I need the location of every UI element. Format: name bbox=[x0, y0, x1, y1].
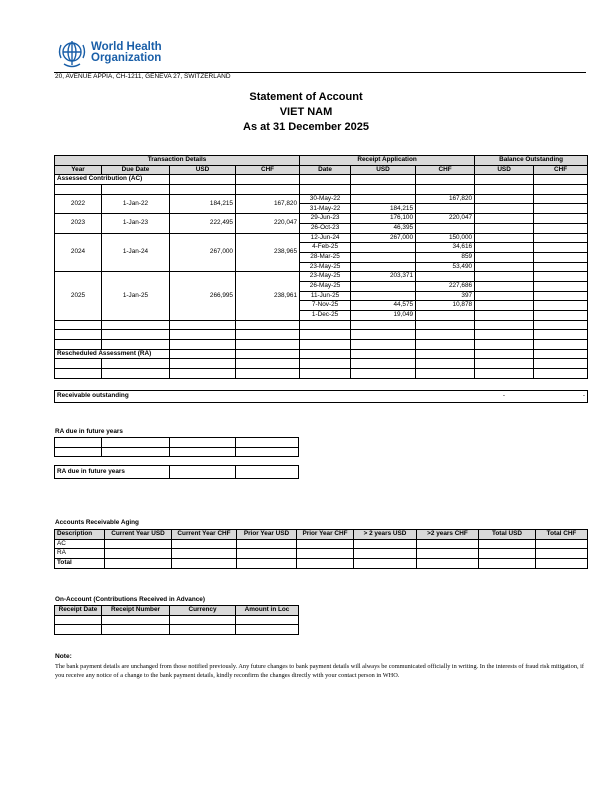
year-cell: 2025 bbox=[55, 272, 102, 320]
aging-column-header: Current Year USD bbox=[105, 530, 172, 540]
note-text: The bank payment details are unchanged from those notified previously. Any future changes to bank payment details will always be communicated officially in writing. In the interests of fraud risk mitigation, if you receive any notice of a change to the bank payment details, kindly reconfirm the changes directly with your contact person in WHO. bbox=[55, 662, 584, 679]
receipt-chf-cell bbox=[416, 204, 475, 214]
group-header: Receipt Application bbox=[300, 156, 475, 166]
balance-chf-cell bbox=[534, 311, 588, 321]
statement-title: Statement of Account bbox=[249, 91, 363, 103]
receipt-date-cell: 4-Feb-25 bbox=[300, 243, 351, 253]
empty-row bbox=[55, 320, 588, 330]
column-header: USD bbox=[351, 165, 416, 175]
receipt-date-cell: 30-May-22 bbox=[300, 194, 351, 204]
on-account-table bbox=[54, 605, 299, 635]
balance-usd-cell bbox=[475, 311, 534, 321]
balance-chf-cell bbox=[534, 272, 588, 282]
column-header: CHF bbox=[236, 165, 300, 175]
section-row bbox=[55, 349, 588, 359]
receivable-usd: - bbox=[475, 391, 534, 403]
assessed-usd-cell: 222,495 bbox=[170, 214, 236, 233]
column-header: USD bbox=[170, 165, 236, 175]
empty-row bbox=[55, 185, 588, 195]
due-date-cell: 1-Jan-23 bbox=[102, 214, 170, 233]
note bbox=[55, 652, 587, 681]
balance-usd-cell bbox=[475, 272, 534, 282]
aging-column-header: Total CHF bbox=[536, 530, 588, 540]
ra-future-total bbox=[54, 465, 299, 479]
section-ac-label: Assessed Contribution (AC) bbox=[55, 175, 170, 185]
receipt-usd-cell bbox=[351, 194, 416, 204]
balance-chf-cell bbox=[534, 281, 588, 291]
aging-row-label: RA bbox=[55, 549, 105, 559]
receipt-date-cell: 7-Nov-25 bbox=[300, 301, 351, 311]
org-address: 20, AVENUE APPIA, CH-1211, GENEVA 27, SWITZERLAND bbox=[55, 73, 231, 80]
country-name: VIET NAM bbox=[279, 106, 333, 118]
section-ra-label: Rescheduled Assessment (RA) bbox=[55, 349, 170, 359]
aging-row bbox=[55, 559, 588, 569]
receipt-usd-cell: 203,371 bbox=[351, 272, 416, 282]
on-account-column-header: Receipt Number bbox=[102, 606, 170, 616]
receipt-chf-cell: 150,000 bbox=[416, 233, 475, 243]
receipt-date-cell: 12-Jun-24 bbox=[300, 233, 351, 243]
balance-usd-cell bbox=[475, 214, 534, 224]
receivable-label: Receivable outstanding bbox=[55, 391, 475, 403]
balance-chf-cell bbox=[534, 223, 588, 233]
receipt-usd-cell: 19,049 bbox=[351, 311, 416, 321]
on-account-column-header: Currency bbox=[170, 606, 236, 616]
receipt-usd-cell bbox=[351, 252, 416, 262]
aging-column-header: >2 years CHF bbox=[417, 530, 479, 540]
aging-column-header: Prior Year USD bbox=[237, 530, 297, 540]
balance-usd-cell bbox=[475, 281, 534, 291]
assessed-chf-cell: 167,820 bbox=[236, 194, 300, 213]
receipt-date-cell: 29-Jun-23 bbox=[300, 214, 351, 224]
balance-usd-cell bbox=[475, 194, 534, 204]
receipt-date-cell: 23-May-25 bbox=[300, 272, 351, 282]
receipt-date-cell: 26-Oct-23 bbox=[300, 223, 351, 233]
receipt-usd-cell bbox=[351, 281, 416, 291]
receipt-date-cell: 23-May-25 bbox=[300, 262, 351, 272]
receipt-date-cell: 28-Mar-25 bbox=[300, 252, 351, 262]
due-date-cell: 1-Jan-22 bbox=[102, 194, 170, 213]
receipt-usd-cell: 176,100 bbox=[351, 214, 416, 224]
aging-row bbox=[55, 539, 588, 549]
receivable-outstanding-row bbox=[54, 390, 588, 403]
ra-future-big-label: RA due in future years bbox=[55, 466, 170, 479]
receipt-usd-cell bbox=[351, 291, 416, 301]
balance-usd-cell bbox=[475, 262, 534, 272]
statement-date: As at 31 December 2025 bbox=[243, 121, 369, 133]
on-account-column-header: Amount in Loc bbox=[236, 606, 299, 616]
balance-usd-cell bbox=[475, 243, 534, 253]
receipt-date-cell: 26-May-25 bbox=[300, 281, 351, 291]
assessed-chf-cell: 220,047 bbox=[236, 214, 300, 233]
column-header: CHF bbox=[534, 165, 588, 175]
group-header: Balance Outstanding bbox=[475, 156, 588, 166]
assessed-usd-cell: 266,995 bbox=[170, 272, 236, 320]
balance-chf-cell bbox=[534, 194, 588, 204]
on-account-column-header: Receipt Date bbox=[55, 606, 102, 616]
receipt-chf-cell: 10,878 bbox=[416, 301, 475, 311]
aging-column-header: Prior Year CHF bbox=[297, 530, 354, 540]
balance-chf-cell bbox=[534, 252, 588, 262]
column-header: Date bbox=[300, 165, 351, 175]
year-cell: 2024 bbox=[55, 233, 102, 272]
balance-usd-cell bbox=[475, 291, 534, 301]
org-name: World Health Organization bbox=[91, 41, 162, 64]
empty-row bbox=[55, 369, 588, 379]
balance-usd-cell bbox=[475, 233, 534, 243]
balance-chf-cell bbox=[534, 243, 588, 253]
table-row bbox=[55, 194, 588, 204]
on-account-title: On-Account (Contributions Received in Advance) bbox=[55, 596, 205, 603]
balance-chf-cell bbox=[534, 214, 588, 224]
balance-usd-cell bbox=[475, 252, 534, 262]
receipt-chf-cell: 167,820 bbox=[416, 194, 475, 204]
receipt-chf-cell: 227,686 bbox=[416, 281, 475, 291]
ra-future-table bbox=[54, 437, 299, 457]
receipt-chf-cell bbox=[416, 272, 475, 282]
receipt-chf-cell bbox=[416, 311, 475, 321]
receipt-usd-cell: 267,000 bbox=[351, 233, 416, 243]
group-header: Transaction Details bbox=[55, 156, 300, 166]
balance-chf-cell bbox=[534, 262, 588, 272]
aging-title: Accounts Receivable Aging bbox=[55, 519, 139, 526]
empty-row bbox=[55, 359, 588, 369]
assessed-chf-cell: 238,961 bbox=[236, 272, 300, 320]
assessed-usd-cell: 267,000 bbox=[170, 233, 236, 272]
receipt-chf-cell: 53,490 bbox=[416, 262, 475, 272]
aging-row bbox=[55, 549, 588, 559]
balance-chf-cell bbox=[534, 233, 588, 243]
empty-row bbox=[55, 330, 588, 340]
table-row bbox=[55, 233, 588, 243]
who-logo bbox=[55, 38, 89, 70]
receipt-usd-cell bbox=[351, 243, 416, 253]
aging-row-label: AC bbox=[55, 539, 105, 549]
receivable-chf: - bbox=[534, 391, 588, 403]
column-header: Due Date bbox=[102, 165, 170, 175]
due-date-cell: 1-Jan-24 bbox=[102, 233, 170, 272]
table-row bbox=[55, 272, 588, 282]
aging-column-header: Description bbox=[55, 530, 105, 540]
aging-row-label: Total bbox=[55, 559, 105, 569]
statement-table bbox=[54, 155, 588, 379]
aging-column-header: Total USD bbox=[479, 530, 536, 540]
balance-chf-cell bbox=[534, 291, 588, 301]
year-cell: 2022 bbox=[55, 194, 102, 213]
receipt-usd-cell: 184,215 bbox=[351, 204, 416, 214]
section-row bbox=[55, 175, 588, 185]
note-title: Note: bbox=[55, 653, 72, 660]
receipt-date-cell: 31-May-22 bbox=[300, 204, 351, 214]
receipt-date-cell: 11-Jun-25 bbox=[300, 291, 351, 301]
receipt-chf-cell: 220,047 bbox=[416, 214, 475, 224]
aging-column-header: > 2 years USD bbox=[354, 530, 417, 540]
receipt-chf-cell: 397 bbox=[416, 291, 475, 301]
assessed-usd-cell: 184,215 bbox=[170, 194, 236, 213]
balance-usd-cell bbox=[475, 204, 534, 214]
aging-column-header: Current Year CHF bbox=[172, 530, 237, 540]
due-date-cell: 1-Jan-25 bbox=[102, 272, 170, 320]
balance-chf-cell bbox=[534, 301, 588, 311]
assessed-chf-cell: 238,965 bbox=[236, 233, 300, 272]
column-header: CHF bbox=[416, 165, 475, 175]
balance-usd-cell bbox=[475, 223, 534, 233]
column-header: USD bbox=[475, 165, 534, 175]
column-header: Year bbox=[55, 165, 102, 175]
table-row bbox=[55, 214, 588, 224]
receipt-chf-cell: 859 bbox=[416, 252, 475, 262]
receipt-usd-cell: 46,395 bbox=[351, 223, 416, 233]
receipt-date-cell: 1-Dec-25 bbox=[300, 311, 351, 321]
aging-table bbox=[54, 529, 588, 569]
empty-row bbox=[55, 340, 588, 350]
receipt-usd-cell bbox=[351, 262, 416, 272]
balance-usd-cell bbox=[475, 301, 534, 311]
ra-future-small-label: RA due in future years bbox=[55, 428, 123, 435]
receipt-chf-cell bbox=[416, 223, 475, 233]
receipt-usd-cell: 44,575 bbox=[351, 301, 416, 311]
receipt-chf-cell: 34,616 bbox=[416, 243, 475, 253]
balance-chf-cell bbox=[534, 204, 588, 214]
year-cell: 2023 bbox=[55, 214, 102, 233]
